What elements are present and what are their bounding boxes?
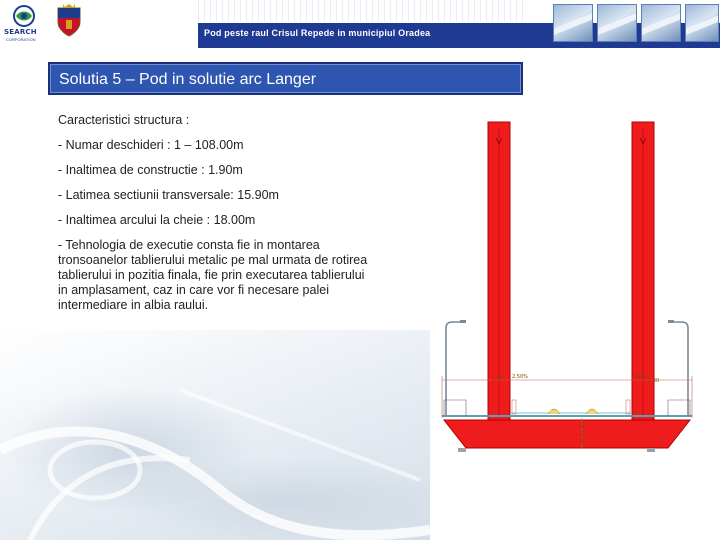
right-lamp-post-icon bbox=[672, 322, 688, 416]
header-title-strip bbox=[198, 0, 523, 48]
header-title: Pod peste raul Crisul Repede in municipiul Oradea bbox=[204, 28, 431, 38]
left-lamp-post-icon bbox=[446, 322, 462, 416]
slide-title-box bbox=[48, 62, 523, 95]
city-crest-icon bbox=[56, 4, 82, 38]
content-line: - Tehnologia de executie consta fie in montarea tronsoanelor tablierului metalic pe mal urmata de rotirea tablierului in pozitia finala, fie prin executarea tablierului in amplasament, caz in care vor fi necesare palei intermediare in albia raului. bbox=[58, 238, 368, 312]
dim-label-left: 1.30 bbox=[492, 376, 504, 382]
dim-label-right-b: 1.30 bbox=[648, 378, 660, 384]
thumbnail-image bbox=[685, 4, 719, 42]
deck-girder bbox=[444, 420, 690, 448]
bridge-cross-section-drawing bbox=[436, 118, 698, 458]
dim-label-height: Hc=1.90 bbox=[580, 422, 586, 444]
dim-label-left-b: 2.50% bbox=[512, 374, 528, 380]
content-line: - Inaltimea de constructie : 1.90m bbox=[58, 163, 243, 177]
thumbnail-image bbox=[553, 4, 593, 42]
thumbnail-image bbox=[641, 4, 681, 42]
content-line: - Inaltimea arcului la cheie : 18.00m bbox=[58, 213, 256, 227]
content-line: Caracteristici structura : bbox=[58, 113, 190, 127]
header-photo-strip bbox=[523, 0, 720, 48]
search-logo-subtext: CORPORATION bbox=[6, 37, 36, 42]
background-aerial-photo bbox=[0, 330, 430, 540]
header-bar bbox=[0, 0, 720, 48]
search-logo-text: SEARCH bbox=[4, 28, 37, 36]
dim-label-right: 2.50% bbox=[631, 374, 647, 380]
thumbnail-image bbox=[597, 4, 637, 42]
content-line: - Latimea sectiunii transversale: 15.90m bbox=[58, 188, 279, 202]
content-line: - Numar deschideri : 1 – 108.00m bbox=[58, 138, 244, 152]
slide-content bbox=[58, 113, 376, 323]
slide-title: Solutia 5 – Pod in solutie arc Langer bbox=[59, 71, 317, 88]
